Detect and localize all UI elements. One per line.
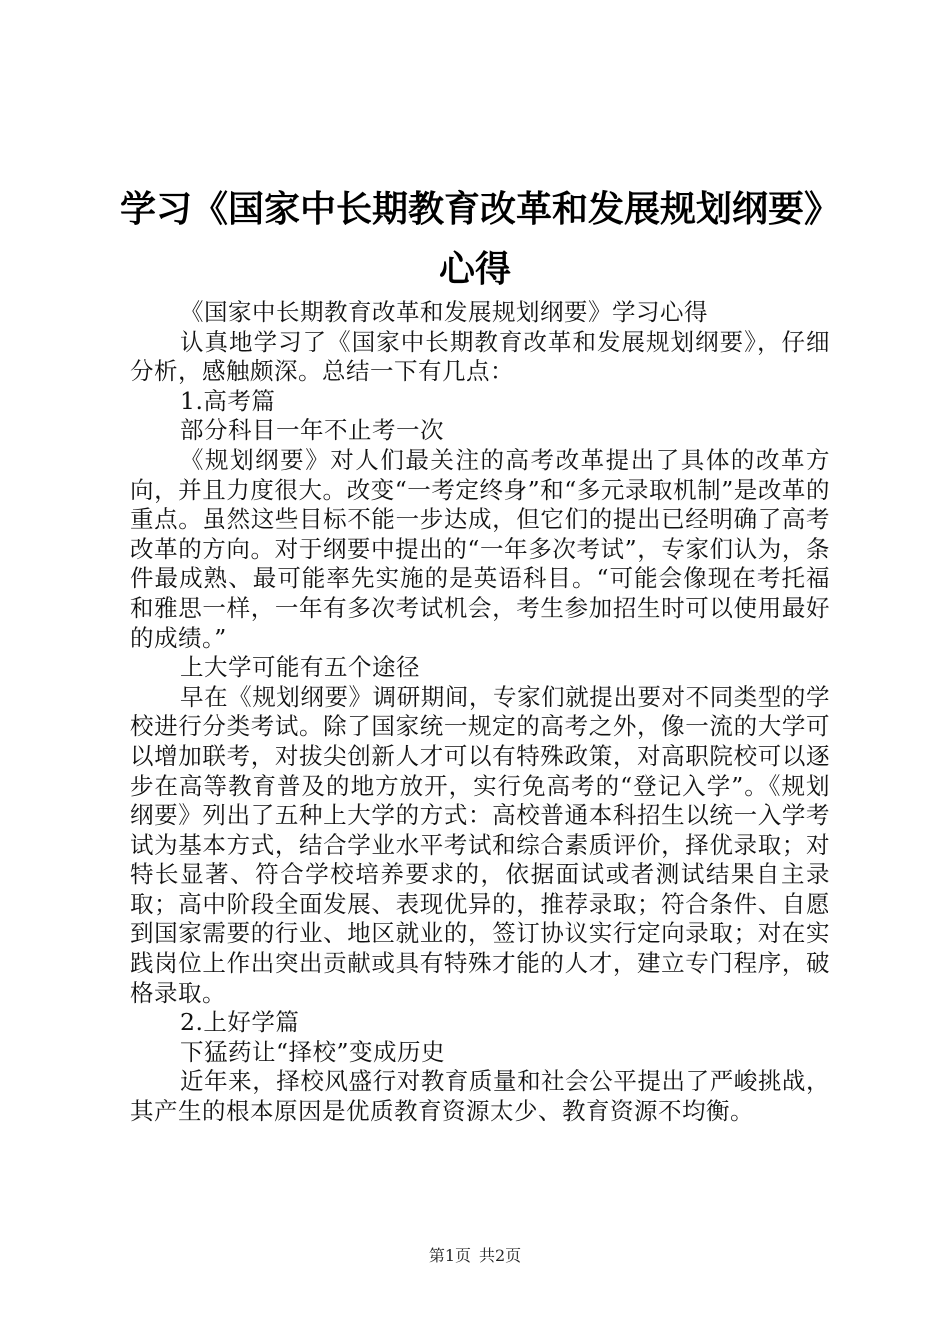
paragraph: 认真地学习了《国家中长期教育改革和发展规划纲要》，仔细分析，感触颇深。总结一下有几点： — [130, 327, 830, 386]
section-heading: 2.上好学篇 — [180, 1008, 300, 1037]
page-number: 第1页 — [428, 1246, 471, 1265]
subheading: 上大学可能有五个途径 — [180, 653, 420, 682]
page-total: 共2页 — [479, 1246, 522, 1265]
subheading: 部分科目一年不止考一次 — [180, 416, 444, 445]
paragraph: 早在《规划纲要》调研期间，专家们就提出要对不同类型的学校进行分类考试。除了国家统一规定的高考之外，像一流的大学可以增加联考，对拔尖创新人才可以有特殊政策，对高职院校可以逐步在高等教育普及的地方放开，实行免高考的“登记入学”。《规划纲要》列出了五种上大学的方式：高校普通本科招生以统一入学考试为基本方式，结合学业水平考试和综合素质评价，择优录取；对特长显著、符合学校培养要求的，依据面试或者测试结果自主录取；高中阶段全面发展、表现优异的，推荐录取；符合条件、自愿到国家需要的行业、地区就业的，签订协议实行定向录取；对在实践岗位上作出突出贡献或具有特殊才能的人才，建立专门程序，破格录取。 — [130, 682, 830, 1007]
paragraph: 《国家中长期教育改革和发展规划纲要》学习心得 — [180, 298, 708, 326]
paragraph: 近年来，择校风盛行对教育质量和社会公平提出了严峻挑战，其产生的根本原因是优质教育资源太少、教育资源不均衡。 — [130, 1067, 830, 1126]
page-footer — [0, 1246, 950, 1266]
document-title-line-2: 心得 — [438, 249, 511, 290]
subheading: 下猛药让“择校”变成历史 — [180, 1037, 446, 1066]
section-heading: 1.高考篇 — [180, 386, 276, 415]
document-body — [130, 298, 830, 1127]
document-title-line-1: 学习《国家中长期教育改革和发展规划纲要》 — [120, 189, 841, 230]
paragraph: 《规划纲要》对人们最关注的高考改革提出了具体的改革方向，并且力度很大。改变“一考定终身”和“多元录取机制”是改革的重点。虽然这些目标不能一步达成，但它们的提出已经明确了高考改革的方向。对于纲要中提出的“一年多次考试”，专家们认为，条件最成熟、最可能率先实施的是英语科目。“可能会像现在考托福和雅思一样，一年有多次考试机会，考生参加招生时可以使用最好的成绩。” — [130, 445, 830, 652]
